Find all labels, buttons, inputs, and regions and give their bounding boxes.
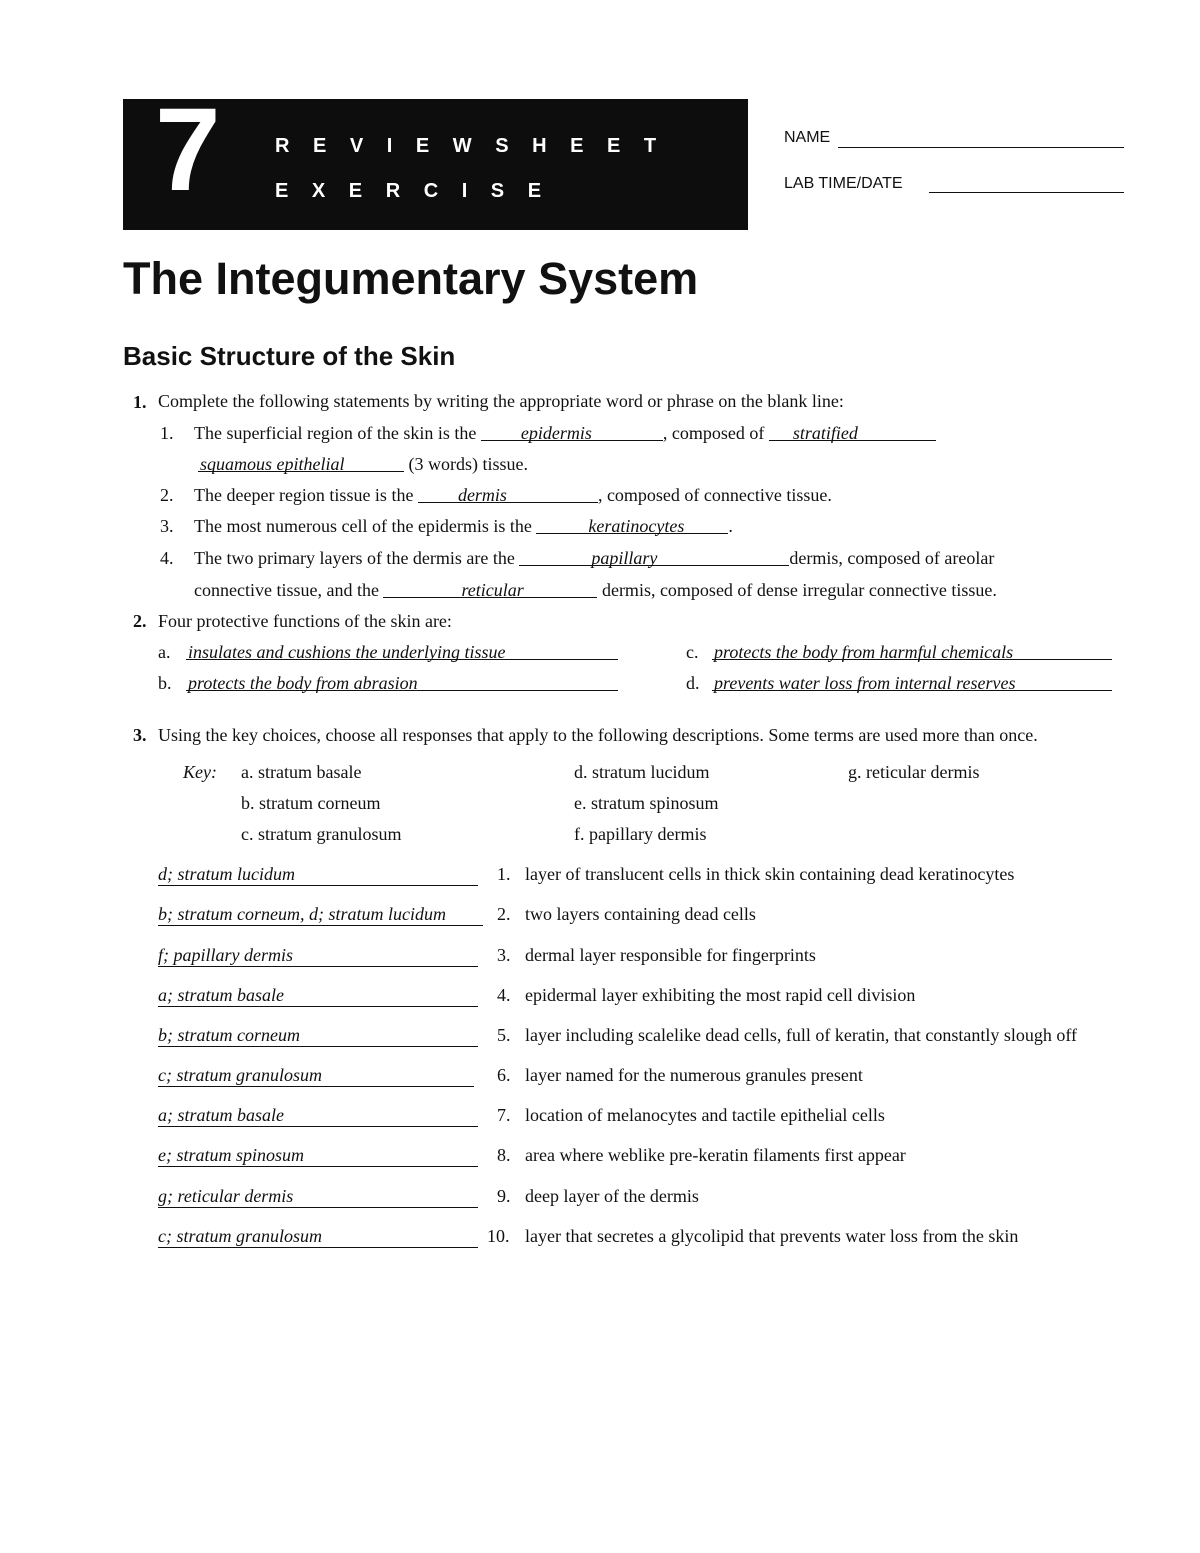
match-number-4: 4. [497, 985, 511, 1005]
function-b-blank[interactable] [186, 672, 618, 691]
statement-2-text-b: , composed of connective tissue. [597, 485, 832, 505]
statement-1 [194, 422, 936, 444]
statement-4-text-a: The two primary layers of the dermis are the [194, 548, 515, 568]
function-c [712, 641, 1112, 663]
statement-3-text-b: . [728, 516, 733, 536]
statement-4-text-c: connective tissue, and the [194, 580, 379, 600]
lab-time-label: LAB TIME/DATE [784, 175, 903, 192]
review-sheet-label: R E V I E W S H E E T [275, 135, 666, 157]
exercise-number: 7 [155, 84, 221, 216]
statement-4 [194, 547, 994, 569]
function-d [712, 672, 1112, 694]
match-answer-10[interactable]: c; stratum granulosum [158, 1226, 478, 1248]
statement-1-number: 1. [160, 423, 174, 443]
statement-1-answer-1: epidermis [520, 423, 592, 443]
match-answer-6[interactable]: c; stratum granulosum [158, 1065, 474, 1087]
function-d-blank[interactable] [712, 672, 1112, 691]
function-d-letter: d. [686, 673, 700, 693]
match-answer-8[interactable]: e; stratum spinosum [158, 1145, 478, 1167]
match-answer-2[interactable]: b; stratum corneum, d; stratum lucidum [158, 904, 483, 926]
match-number-3: 3. [497, 945, 511, 965]
match-number-8: 8. [497, 1145, 511, 1165]
match-number-5: 5. [497, 1025, 511, 1045]
lab-time-field[interactable] [929, 176, 1124, 193]
statement-1-text-c: (3 words) tissue. [408, 454, 528, 474]
section-title: Basic Structure of the Skin [123, 341, 456, 371]
page-title: The Integumentary System [123, 253, 699, 304]
statement-4-text-b: dermis, composed of areolar [789, 548, 995, 568]
function-c-blank[interactable] [712, 641, 1112, 660]
statement-3 [194, 515, 733, 537]
match-description-4: epidermal layer exhibiting the most rapid cell division [525, 985, 916, 1005]
question-3-number: 3. [133, 725, 147, 745]
key-choice-c: c. stratum granulosum [241, 824, 402, 844]
match-number-2: 2. [497, 904, 511, 924]
statement-4-answer-2: reticular [461, 580, 524, 600]
statement-4-blank-1[interactable] [519, 547, 789, 566]
match-description-2: two layers containing dead cells [525, 904, 756, 924]
match-description-8: area where weblike pre-keratin filaments first appear [525, 1145, 906, 1165]
statement-3-text-a: The most numerous cell of the epidermis is the [194, 516, 532, 536]
function-a-answer: insulates and cushions the underlying tissue [188, 642, 506, 662]
name-label: NAME [784, 129, 831, 146]
question-1-number: 1. [133, 392, 147, 412]
function-a [186, 641, 618, 663]
statement-1-blank-3[interactable] [198, 453, 404, 472]
statement-1-text-a: The superficial region of the skin is the [194, 423, 477, 443]
key-choice-d: d. stratum lucidum [574, 762, 710, 782]
match-number-1: 1. [497, 864, 511, 884]
function-b-letter: b. [158, 673, 172, 693]
statement-2-blank[interactable] [418, 484, 598, 503]
match-answer-9[interactable]: g; reticular dermis [158, 1186, 478, 1208]
exercise-banner [123, 84, 748, 230]
statement-3-answer: keratinocytes [588, 516, 685, 536]
function-d-answer: prevents water loss from internal reserves [714, 673, 1016, 693]
statement-4-number: 4. [160, 548, 174, 568]
match-description-3: dermal layer responsible for fingerprints [525, 945, 816, 965]
statement-1-answer-3: squamous epithelial [200, 454, 345, 474]
key-choice-f: f. papillary dermis [574, 824, 707, 844]
function-b-answer: protects the body from abrasion [188, 673, 418, 693]
statement-1-blank-2[interactable] [769, 422, 936, 441]
statement-4-text-d: dermis, composed of dense irregular connective tissue. [601, 580, 997, 600]
match-description-6: layer named for the numerous granules present [525, 1065, 863, 1085]
function-b [186, 672, 618, 694]
statement-1-answer-2: stratified [792, 423, 858, 443]
match-number-10: 10. [487, 1226, 510, 1246]
statement-2-number: 2. [160, 485, 174, 505]
match-description-7: location of melanocytes and tactile epithelial cells [525, 1105, 885, 1125]
key-choice-b: b. stratum corneum [241, 793, 381, 813]
statement-2-answer: dermis [457, 485, 507, 505]
name-field[interactable] [838, 131, 1124, 148]
match-answer-5[interactable]: b; stratum corneum [158, 1025, 478, 1047]
key-label: Key: [183, 762, 217, 782]
match-answer-3[interactable]: f; papillary dermis [158, 945, 478, 967]
statement-2 [194, 484, 832, 506]
question-2-number: 2. [133, 611, 147, 631]
question-2-prompt: Four protective functions of the skin are: [158, 611, 452, 631]
key-choice-e: e. stratum spinosum [574, 793, 719, 813]
match-description-9: deep layer of the dermis [525, 1186, 699, 1206]
function-a-letter: a. [158, 642, 171, 662]
key-choice-a: a. stratum basale [241, 762, 362, 782]
match-answer-7[interactable]: a; stratum basale [158, 1105, 478, 1127]
statement-3-number: 3. [160, 516, 174, 536]
function-c-answer: protects the body from harmful chemicals [714, 642, 1014, 662]
statement-1-text-b: , composed of [662, 423, 765, 443]
match-number-9: 9. [497, 1186, 511, 1206]
statement-4-blank-2[interactable] [383, 579, 597, 598]
statement-2-text-a: The deeper region tissue is the [194, 485, 414, 505]
function-c-letter: c. [686, 642, 699, 662]
match-description-5: layer including scalelike dead cells, full of keratin, that constantly slough off [525, 1025, 1078, 1045]
exercise-label: E X E R C I S E [275, 180, 551, 202]
key-choice-g: g. reticular dermis [848, 762, 980, 782]
function-a-blank[interactable] [186, 641, 618, 660]
statement-3-blank[interactable] [536, 515, 728, 534]
statement-4-answer-1: papillary [591, 548, 658, 568]
statement-1-blank-1[interactable] [481, 422, 663, 441]
match-number-7: 7. [497, 1105, 511, 1125]
statement-1-continued [198, 453, 528, 475]
match-number-6: 6. [497, 1065, 511, 1085]
match-answer-1[interactable]: d; stratum lucidum [158, 864, 478, 886]
statement-4-continued [194, 579, 997, 601]
question-1-prompt: Complete the following statements by writing the appropriate word or phrase on the blank line: [158, 391, 844, 411]
match-description-10: layer that secretes a glycolipid that prevents water loss from the skin [525, 1226, 1019, 1246]
question-3-prompt: Using the key choices, choose all responses that apply to the following descriptions. Some terms are used more than once. [158, 725, 1038, 745]
match-answer-4[interactable]: a; stratum basale [158, 985, 478, 1007]
match-description-1: layer of translucent cells in thick skin containing dead keratinocytes [525, 864, 1015, 884]
